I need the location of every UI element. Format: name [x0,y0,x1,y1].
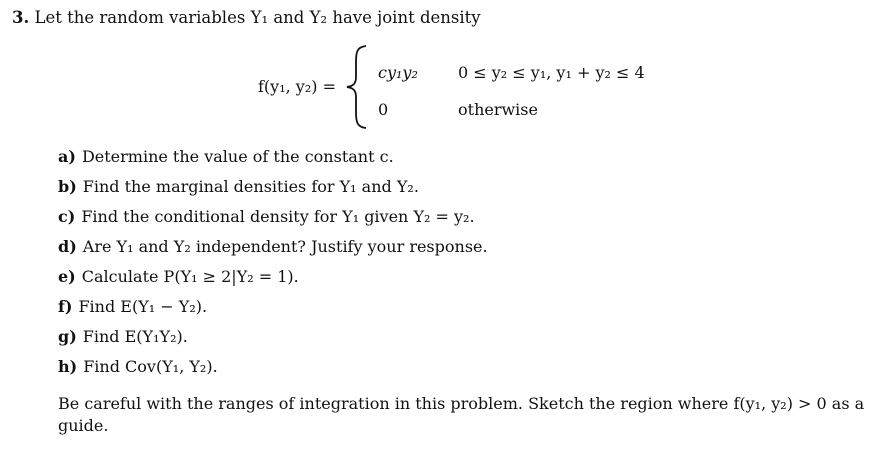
problem-heading [12,8,481,27]
part-text: Calculate P(Y₁ ≥ 2|Y₂ = 1). [81,267,299,286]
part-label: e) [58,267,76,286]
part-text: Determine the value of the constant c. [81,147,394,166]
part-label: b) [58,177,77,196]
part-h [58,356,488,386]
case2-value: 0 [378,100,389,119]
part-label: f) [58,297,73,316]
density-lhs: f(y₁, y₂) = [258,77,336,96]
part-label: a) [58,147,76,166]
part-c [58,206,488,236]
part-f [58,296,488,326]
case1-value: cy₁y₂ [378,63,418,82]
part-text: Are Y₁ and Y₂ independent? Justify your response. [82,237,488,256]
part-label: g) [58,327,77,346]
problem-statement: Let the random variables Y₁ and Y₂ have joint density [34,8,481,27]
part-text: Find E(Y₁Y₂). [82,327,188,346]
part-b [58,176,488,206]
part-text: Find the marginal densities for Y₁ and Y₂. [82,177,419,196]
part-text: Find Cov(Y₁, Y₂). [83,357,218,376]
part-d [58,236,488,266]
part-text: Find the conditional density for Y₁ given Y₂ = y₂. [81,207,475,226]
integration-note: Be careful with the ranges of integration in this problem. Sketch the region where f(y₁, y₂) > 0 as a guide. [58,394,865,435]
case2-condition: otherwise [458,100,538,119]
problem-number: 3. [12,8,30,27]
case1-condition: 0 ≤ y₂ ≤ y₁, y₁ + y₂ ≤ 4 [458,63,645,82]
part-a [58,146,488,176]
left-brace [344,44,372,130]
part-g [58,326,488,356]
part-label: c) [58,207,76,226]
part-e [58,266,488,296]
part-text: Find E(Y₁ − Y₂). [78,297,208,316]
parts-list [58,146,488,386]
part-label: h) [58,357,78,376]
part-label: d) [58,237,77,256]
